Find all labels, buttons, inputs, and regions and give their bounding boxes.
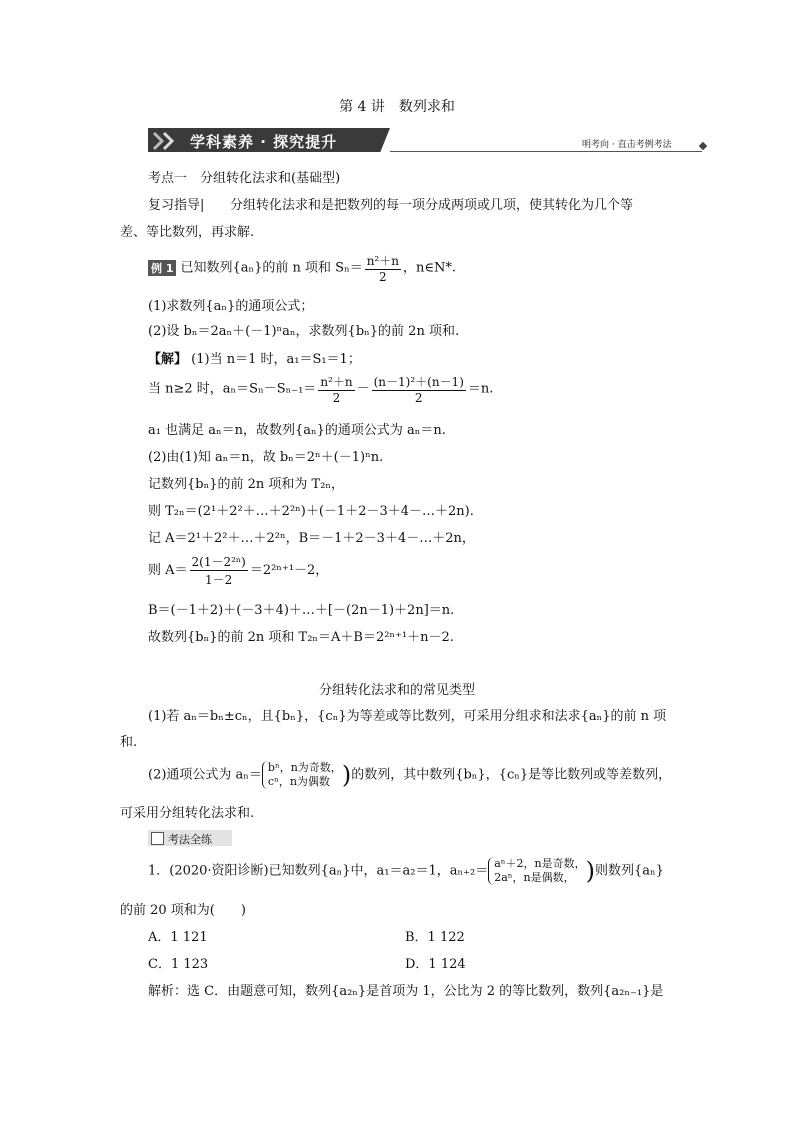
solution-line-7: 记 A＝2¹＋2²＋…＋2²ⁿ，B＝－1＋2－3＋4－…＋2n，	[148, 531, 475, 546]
fraction	[318, 373, 354, 405]
case-2: cⁿ，n为偶数	[267, 775, 330, 788]
solution-line-6: 则 T₂ₙ＝(2¹＋2²＋…＋2²ⁿ)＋(－1＋2－3＋4－…＋2n).	[148, 504, 474, 519]
solution-step: (1)当 n＝1 时，a₁＝S₁＝1；	[191, 352, 361, 367]
review-label: 复习指导	[148, 198, 201, 213]
denominator: 1－2	[205, 573, 233, 587]
example-badge: 例 1	[148, 260, 176, 276]
solution-line-3: a₁ 也满足 aₙ＝n，故数列{aₙ}的通项公式为 aₙ＝n.	[148, 423, 446, 438]
review-guide: 复习指导| 分组转化法求和是把数列的每一项分成两项或几项，使其转化为几个等	[148, 198, 634, 213]
solution-line-4: (2)由(1)知 aₙ＝n，故 bₙ＝2ⁿ＋(－1)ⁿn.	[148, 450, 384, 465]
numerator: (n－1)²＋(n－1)	[373, 375, 464, 389]
paren: )	[341, 761, 352, 789]
piecewise-brace	[488, 857, 585, 885]
banner-title: 学科素养 · 探究提升	[190, 133, 338, 151]
analysis: 解析：选 C．由题意可知，数列{a₂ₙ}是首项为 1，公比为 2 的等比数列，数列{a₂ₙ₋₁}是	[148, 984, 664, 999]
summary-text-post: 的数列，其中数列{bₙ}，{cₙ}是等比数列或等差数列，	[351, 767, 672, 783]
banner-subtitle: 明考向 · 直击考例考法	[582, 140, 672, 150]
review-line1: 分组转化法求和是把数列的每一项分成两项或几项，使其转化为几个等	[230, 198, 634, 213]
solution-step: 则 A＝	[148, 563, 188, 578]
numerator: 2(1－2²ⁿ)	[191, 555, 246, 569]
summary-p1-cont: 和.	[120, 735, 138, 750]
summary-text: (2)通项公式为 aₙ＝	[148, 767, 262, 783]
option-d: D．1 124	[405, 957, 466, 972]
page-title: 第 4 讲 数列求和	[339, 99, 455, 115]
solution-step-post: ＝2²ⁿ⁺¹－2，	[249, 563, 329, 578]
solution-line-2	[148, 373, 493, 405]
example-text: 已知数列{aₙ}的前 n 项和 Sₙ＝	[180, 260, 363, 276]
fraction	[365, 252, 401, 284]
diamond-icon	[699, 142, 707, 150]
piecewise-brace	[262, 761, 342, 789]
denominator: 2	[379, 270, 387, 284]
case-1: bⁿ，n为奇数，	[267, 761, 342, 774]
fraction	[372, 373, 466, 405]
review-line2: 差、等比数列，再求解.	[120, 225, 255, 240]
problem-1-cont: 的前 20 项和为( )	[120, 903, 246, 918]
denominator: 2	[414, 391, 423, 405]
solution-step-post: ＝n.	[467, 381, 494, 397]
question-2: (2)设 bₙ＝2aₙ＋(－1)ⁿaₙ，求数列{bₙ}的前 2n 项和.	[148, 324, 460, 339]
exam-badge-label: 考法全练	[168, 833, 212, 846]
option-c: C．1 123	[148, 957, 209, 972]
problem-text-post: 则数列{aₙ}	[594, 863, 664, 879]
solution-line-9: B＝(－1＋2)＋(－3＋4)＋…＋[－(2n－1)＋2n]＝n.	[148, 603, 455, 618]
divider	[390, 151, 702, 152]
summary-p2-cont: 可采用分组转化法求和.	[120, 806, 255, 821]
problem-1	[148, 857, 664, 885]
solution-line-5: 记数列{bₙ}的前 2n 项和为 T₂ₙ，	[148, 477, 345, 492]
option-a: A．1 121	[148, 930, 208, 945]
section-heading: 考点一 分组转化法求和(基础型)	[148, 171, 341, 186]
example-text-post: ，n∈N*.	[402, 260, 456, 276]
numerator: n²＋n	[366, 254, 399, 268]
case-1: aⁿ＋2，n是奇数，	[494, 857, 586, 870]
fraction	[190, 553, 248, 588]
document-icon	[151, 832, 164, 845]
option-b: B．1 122	[405, 930, 465, 945]
numerator: n²＋n	[320, 375, 353, 389]
question-1: (1)求数列{aₙ}的通项公式；	[148, 299, 314, 314]
summary-p2	[148, 761, 671, 789]
solution-step: 当 n≥2 时，aₙ＝Sₙ－Sₙ₋₁＝	[148, 381, 317, 397]
problem-text: 1．(2020·资阳诊断)已知数列{aₙ}中，a₁＝a₂＝1，aₙ₊₂＝	[148, 863, 489, 879]
example-statement	[148, 252, 456, 284]
paren: )	[585, 857, 595, 885]
denominator: 2	[332, 391, 341, 405]
summary-heading: 分组转化法求和的常见类型	[318, 683, 475, 698]
case-2: 2aⁿ，n是偶数，	[494, 871, 575, 884]
summary-p1: (1)若 aₙ＝bₙ±cₙ，且{bₙ}，{cₙ}为等差或等比数列，可采用分组求和法求{aₙ}的前 n 项	[148, 709, 667, 724]
chevron-right-icon	[152, 131, 184, 151]
solution-line-10: 故数列{bₙ}的前 2n 项和 T₂ₙ＝A＋B＝2²ⁿ⁺¹＋n－2.	[148, 630, 454, 645]
solution-label: 【解】	[148, 352, 188, 367]
operator: －	[356, 381, 370, 397]
solution-line-1	[148, 348, 361, 367]
solution-line-8	[148, 553, 328, 588]
